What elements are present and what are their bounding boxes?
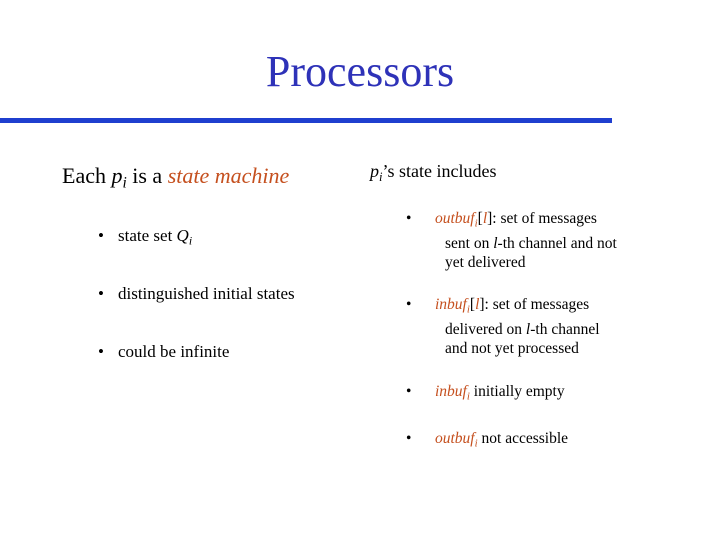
item-sub: i xyxy=(466,390,470,403)
item-desc: not accessible xyxy=(477,430,569,447)
left-heading-emph: state machine xyxy=(167,163,290,188)
item-bracket-close: ] xyxy=(487,210,493,227)
bullet-dot: • xyxy=(406,210,412,227)
item-desc-line2-a: sent on xyxy=(445,234,494,252)
item-desc: initially empty xyxy=(469,383,565,400)
left-heading-var: p xyxy=(111,163,123,188)
left-heading-prefix: Each xyxy=(62,163,112,188)
item-var: inbuf xyxy=(435,296,467,313)
right-heading-var: p xyxy=(370,161,379,181)
left-bullet-initial-states xyxy=(98,282,295,306)
left-heading-sub: i xyxy=(122,174,127,192)
item-index: l xyxy=(482,210,488,227)
item-sub: i xyxy=(474,217,478,230)
bullet-text: could be infinite xyxy=(118,342,230,361)
item-bracket-close: ] xyxy=(479,296,485,313)
left-bullet-state-set xyxy=(98,224,192,253)
item-desc-line2-b: -th channel and not xyxy=(497,234,617,252)
item-bracket-open: [ xyxy=(469,296,476,313)
item-desc: : set of messages xyxy=(492,210,597,227)
bullet-dot: • xyxy=(406,430,412,447)
item-var: inbuf xyxy=(435,383,467,400)
right-heading xyxy=(370,158,496,190)
item-desc-line2-var: l xyxy=(493,234,498,252)
item-desc-line2-b: -th channel xyxy=(530,320,600,338)
item-desc-line2-a: delivered on xyxy=(445,320,526,338)
item-var: outbuf xyxy=(435,210,475,227)
bullet-sub: i xyxy=(188,233,193,248)
bullet-var: Q xyxy=(176,226,189,245)
bullet-dot: • xyxy=(98,226,104,245)
item-sub: i xyxy=(474,437,478,450)
right-heading-sub: i xyxy=(379,169,383,184)
item-desc-line3: and not yet processed xyxy=(445,340,579,358)
left-heading xyxy=(62,160,289,200)
item-var: outbuf xyxy=(435,430,475,447)
item-bracket-open: [ xyxy=(477,210,483,227)
bullet-dot: • xyxy=(98,284,104,303)
left-heading-middle: is a xyxy=(126,163,168,188)
item-desc: : set of messages xyxy=(484,296,590,313)
item-desc-line3: yet delivered xyxy=(445,254,526,272)
right-heading-rest: ’s state includes xyxy=(382,161,497,181)
slide-title: Processors xyxy=(265,47,455,96)
left-bullet-infinite xyxy=(98,340,229,364)
title-underline xyxy=(0,118,612,123)
bullet-text: distinguished initial states xyxy=(118,284,295,303)
item-sub: i xyxy=(466,303,470,316)
item-index: l xyxy=(475,296,480,313)
bullet-dot: • xyxy=(98,342,104,361)
bullet-dot: • xyxy=(406,383,412,400)
item-desc-line2-var: l xyxy=(525,320,531,338)
bullet-text: state set xyxy=(118,226,177,245)
bullet-dot: • xyxy=(406,296,412,313)
